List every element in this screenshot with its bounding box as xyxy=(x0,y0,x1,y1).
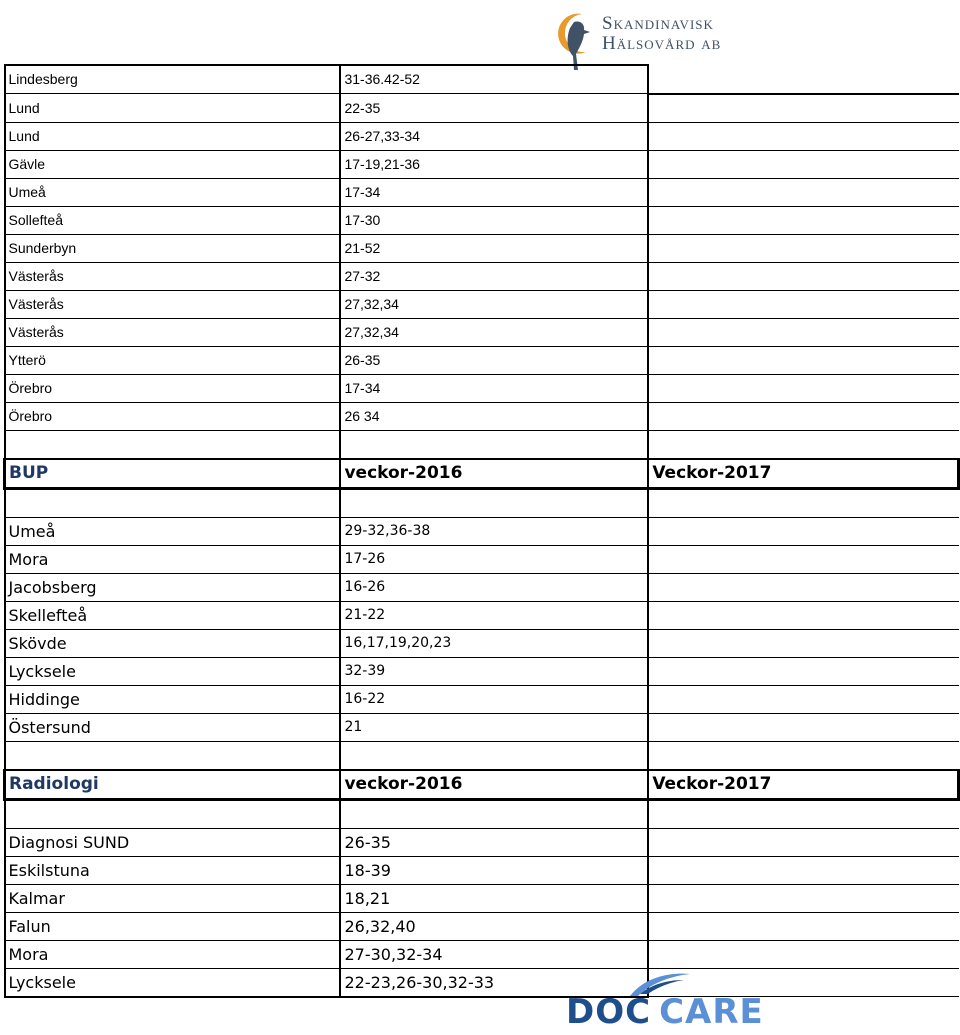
place-cell: Lund xyxy=(5,122,341,150)
weeks-cell: 31-36.42-52 xyxy=(340,65,648,94)
weeks-cell: 18-39 xyxy=(340,856,648,884)
doc-word: DOC xyxy=(566,992,652,1032)
table-row xyxy=(5,517,959,545)
blank-row xyxy=(5,741,959,770)
empty-cell xyxy=(648,262,958,290)
table-row xyxy=(5,65,959,94)
weeks-cell: 26 34 xyxy=(340,402,648,430)
weeks-cell: 26-27,33-34 xyxy=(340,122,648,150)
table-row xyxy=(5,262,959,290)
table-row xyxy=(5,318,959,346)
table-row xyxy=(5,713,959,741)
weeks-cell: 32-39 xyxy=(340,657,648,685)
table-row xyxy=(5,206,959,234)
empty-cell xyxy=(648,430,958,459)
weeks-cell: 16,17,19,20,23 xyxy=(340,629,648,657)
weeks-cell: 22-35 xyxy=(340,94,648,123)
empty-cell xyxy=(648,122,958,150)
table-row xyxy=(5,290,959,318)
place-cell: Lycksele xyxy=(5,657,341,685)
place-cell: Diagnosi SUND xyxy=(5,828,341,856)
place-cell: Hiddinge xyxy=(5,685,341,713)
place-cell: Västerås xyxy=(5,262,341,290)
radiologi-col-2017: Veckor-2017 xyxy=(648,770,958,800)
weeks-cell: 17-26 xyxy=(340,545,648,573)
empty-cell xyxy=(340,488,648,517)
table-row xyxy=(5,178,959,206)
place-cell: Falun xyxy=(5,912,341,940)
empty-cell xyxy=(5,488,341,517)
weeks-cell: 18,21 xyxy=(340,884,648,912)
empty-cell xyxy=(648,741,958,770)
empty-cell xyxy=(340,799,648,828)
empty-cell xyxy=(648,488,958,517)
weeks-cell: 27-30,32-34 xyxy=(340,940,648,968)
place-cell: Gävle xyxy=(5,150,341,178)
weeks-cell: 26-35 xyxy=(340,346,648,374)
empty-cell xyxy=(648,657,958,685)
bup-header-row xyxy=(5,459,959,489)
table-row xyxy=(5,545,959,573)
weeks-cell: 16-22 xyxy=(340,685,648,713)
table-row xyxy=(5,122,959,150)
table-row xyxy=(5,234,959,262)
empty-cell xyxy=(648,912,958,940)
blank-row xyxy=(5,799,959,828)
place-cell: Örebro xyxy=(5,402,341,430)
empty-cell xyxy=(648,346,958,374)
bup-title: BUP xyxy=(5,459,341,489)
table-row xyxy=(5,968,959,997)
empty-cell xyxy=(648,828,958,856)
empty-cell xyxy=(648,374,958,402)
place-cell: Västerås xyxy=(5,290,341,318)
table-row xyxy=(5,856,959,884)
table-row xyxy=(5,940,959,968)
empty-cell xyxy=(340,741,648,770)
bup-col-2017: Veckor-2017 xyxy=(648,459,958,489)
weeks-cell: 21 xyxy=(340,713,648,741)
weeks-cell: 27,32,34 xyxy=(340,318,648,346)
place-cell: Umeå xyxy=(5,517,341,545)
place-cell: Östersund xyxy=(5,713,341,741)
weeks-cell: 27-32 xyxy=(340,262,648,290)
place-cell: Skövde xyxy=(5,629,341,657)
weeks-cell: 26,32,40 xyxy=(340,912,648,940)
radiologi-title: Radiologi xyxy=(5,770,341,800)
empty-cell xyxy=(648,402,958,430)
weeks-cell: 17-19,21-36 xyxy=(340,150,648,178)
place-cell: Lycksele xyxy=(5,968,341,997)
company-name-line2: Hälsovård ab xyxy=(602,33,722,54)
place-cell: Västerås xyxy=(5,318,341,346)
table-row xyxy=(5,402,959,430)
weeks-cell: 17-34 xyxy=(340,374,648,402)
weeks-cell: 27,32,34 xyxy=(340,290,648,318)
radiologi-header-row xyxy=(5,770,959,800)
blank-row xyxy=(5,488,959,517)
empty-cell xyxy=(648,545,958,573)
empty-cell xyxy=(340,430,648,459)
table-row xyxy=(5,685,959,713)
empty-cell xyxy=(648,178,958,206)
empty-cell xyxy=(648,65,958,94)
place-cell: Kalmar xyxy=(5,884,341,912)
weeks-cell: 21-22 xyxy=(340,601,648,629)
empty-cell xyxy=(648,206,958,234)
company-name-line1: Skandinavisk xyxy=(602,13,714,34)
table-row xyxy=(5,629,959,657)
empty-cell xyxy=(648,94,958,123)
place-cell: Mora xyxy=(5,545,341,573)
table-row xyxy=(5,828,959,856)
empty-cell xyxy=(5,799,341,828)
care-word: CARE xyxy=(659,992,764,1032)
place-cell: Umeå xyxy=(5,178,341,206)
table-row xyxy=(5,657,959,685)
empty-cell xyxy=(648,713,958,741)
empty-cell xyxy=(648,573,958,601)
table-row xyxy=(5,374,959,402)
weeks-cell: 17-34 xyxy=(340,178,648,206)
empty-cell xyxy=(648,234,958,262)
weeks-cell: 21-52 xyxy=(340,234,648,262)
company-name xyxy=(602,14,721,54)
doc-care-logo xyxy=(566,970,764,1032)
radiologi-col-2016: veckor-2016 xyxy=(340,770,648,800)
empty-cell xyxy=(648,799,958,828)
doc-care-wordmark xyxy=(566,994,764,1030)
table-row xyxy=(5,884,959,912)
empty-cell xyxy=(648,940,958,968)
empty-cell xyxy=(648,856,958,884)
place-cell: Örebro xyxy=(5,374,341,402)
empty-cell xyxy=(648,685,958,713)
table-row xyxy=(5,573,959,601)
weeks-cell: 26-35 xyxy=(340,828,648,856)
table-row xyxy=(5,346,959,374)
weeks-cell: 29-32,36-38 xyxy=(340,517,648,545)
empty-cell xyxy=(5,430,341,459)
empty-cell xyxy=(648,150,958,178)
place-cell: Skellefteå xyxy=(5,601,341,629)
empty-cell xyxy=(648,517,958,545)
empty-cell xyxy=(5,741,341,770)
place-cell: Mora xyxy=(5,940,341,968)
weeks-cell: 17-30 xyxy=(340,206,648,234)
place-cell: Lund xyxy=(5,94,341,123)
weeks-cell: 16-26 xyxy=(340,573,648,601)
place-cell: Ytterö xyxy=(5,346,341,374)
blank-row xyxy=(5,430,959,459)
table-row xyxy=(5,601,959,629)
place-cell: Sunderbyn xyxy=(5,234,341,262)
place-cell: Jacobsberg xyxy=(5,573,341,601)
place-cell: Sollefteå xyxy=(5,206,341,234)
empty-cell xyxy=(648,884,958,912)
empty-cell xyxy=(648,601,958,629)
bird-moon-logo-icon xyxy=(552,8,598,72)
table-row xyxy=(5,912,959,940)
place-cell: Eskilstuna xyxy=(5,856,341,884)
empty-cell xyxy=(648,629,958,657)
place-cell: Lindesberg xyxy=(5,65,341,94)
weeks-table xyxy=(3,64,960,998)
table-row xyxy=(5,150,959,178)
table-row xyxy=(5,94,959,123)
bup-col-2016: veckor-2016 xyxy=(340,459,648,489)
weeks-cell: 22-23,26-30,32-33 xyxy=(340,968,648,997)
empty-cell xyxy=(648,290,958,318)
empty-cell xyxy=(648,318,958,346)
